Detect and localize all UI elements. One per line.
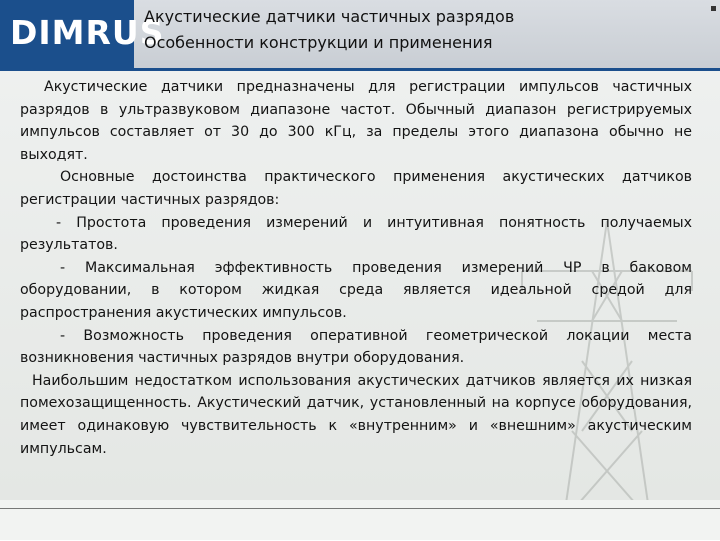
corner-mark (711, 6, 716, 11)
paragraph-advantages-heading: Основные достоинства практического применения акустических датчиков регистрации частичных разрядов: (20, 169, 692, 208)
logo-box (0, 0, 165, 68)
dimrus-logo: DIMRUS (10, 13, 165, 52)
paragraph-intro: Акустические датчики предназначены для регистрации импульсов частичных разрядов в ультразвуковом диапазоне частот. Обычный диапазон регистрируемых импульсов составляет от 30 до 300 кГц, за пределы этого диапазона обычно не выходят. (20, 79, 692, 163)
paragraph-advantage-3: - Возможность проведения оперативной геометрической локации места возникновения частичных разрядов внутри оборудования. (20, 327, 692, 367)
paragraph-drawback: Наибольшим недостатком использования акустических датчиков является их низкая помехозащищенность. Акустический датчик, установленный на корпусе оборудования, имеет одинаковую чувствительность к «внутренним» и «внешним» акустическим импульсам. (20, 372, 692, 457)
footer-divider (0, 508, 720, 509)
header-titles (144, 4, 704, 56)
slide-footer (0, 500, 720, 540)
slide-title: Акустические датчики частичных разрядов (144, 7, 515, 26)
slide-subtitle: Особенности конструкции и применения (144, 33, 493, 52)
paragraph-advantage-1: - Простота проведения измерений и интуитивная понятность получаемых результатов. (20, 214, 692, 254)
paragraph-advantage-2: - Максимальная эффективность проведения измерений ЧР в баковом оборудовании, в котором жидкая среда является идеальной средой для распространения акустических импульсов. (20, 259, 692, 321)
slide-content (20, 76, 692, 460)
slide-header (0, 0, 720, 68)
